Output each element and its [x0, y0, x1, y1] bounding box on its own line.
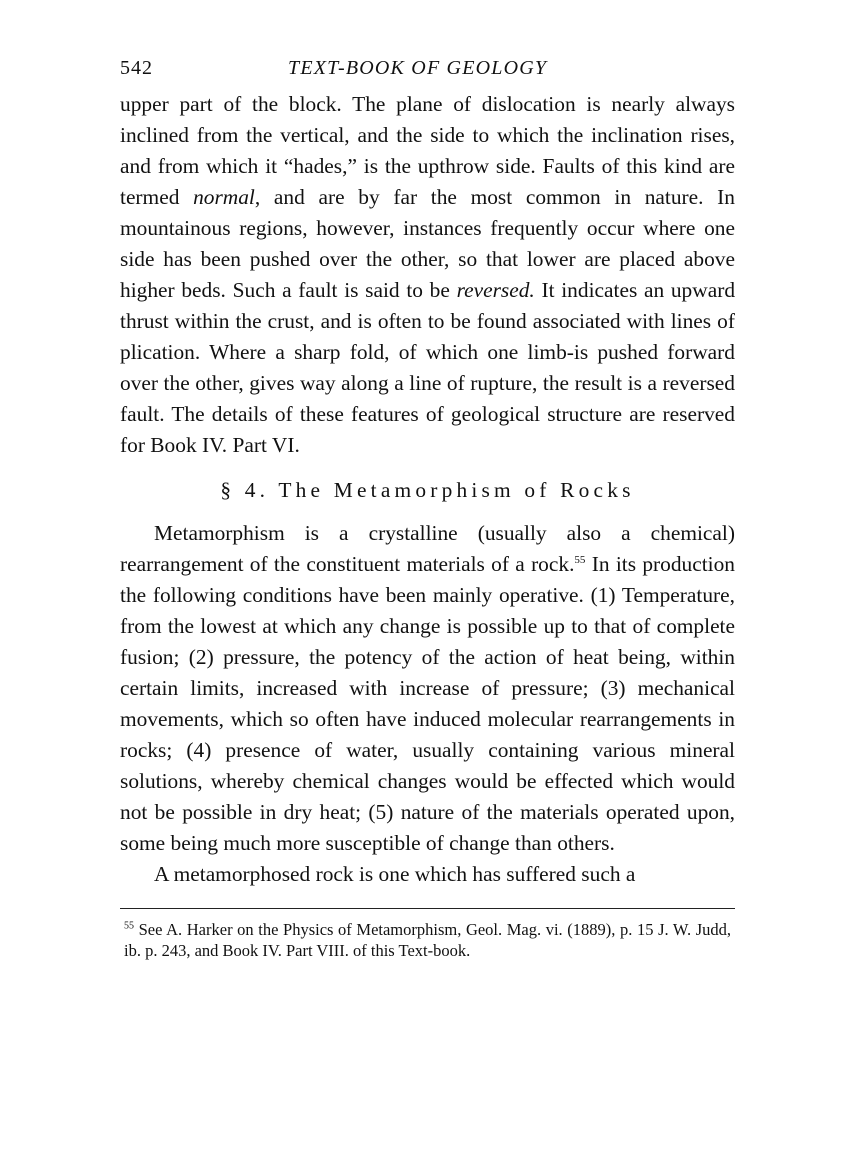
- paragraph-faults: [120, 89, 735, 461]
- term-reversed: reversed.: [456, 278, 535, 302]
- footnote-reference[interactable]: 55: [574, 553, 586, 566]
- term-normal: normal: [193, 185, 255, 209]
- book-page: [120, 55, 735, 961]
- paragraph-text: , and are by far the most common in nature. In mountainous regions, however, instances frequently occur where one side has been pushed over the other, so that lower are placed above higher beds. Such a fault is said to be: [120, 185, 735, 302]
- paragraph-text: upper part of the block. The plane of dislocation is nearly always inclined from the vertical, and the side to which the inclination rises, and from which it “hades,” is the upthrow side. Faults of this kind are termed: [120, 92, 735, 209]
- running-title: TEXT-BOOK OF GEOLOGY: [288, 57, 548, 79]
- page-number: 542: [120, 57, 153, 79]
- footnote-text: See A. Harker on the Physics of Metamorphism, Geol. Mag. vi. (1889), p. 15 J. W. Judd, ib. p. 243, and Book IV. Part VIII. of this Text-book.: [124, 920, 731, 960]
- body-text: [120, 89, 735, 890]
- paragraph-metamorphism: [120, 518, 735, 859]
- footnote-mark: 55: [124, 920, 134, 932]
- running-head: [120, 55, 735, 89]
- paragraph-text: Metamorphism is a crystalline (usually also a chemical) rearrangement of the constituent materials of a rock.: [120, 521, 735, 576]
- paragraph-text: It indicates an upward thrust within the crust, and is often to be found associated with lines of plication. Where a sharp fold, of which one limb-is pushed forward over the other, gives way along a line of rupture, the result is a reversed fault. The details of these features of geological structure are reserved for Book IV. Part VI.: [120, 278, 736, 457]
- section-heading: § 4. The Metamorphism of Rocks: [220, 478, 635, 502]
- paragraph-metamorphosed-rock: A metamorphosed rock is one which has suffered such a: [154, 862, 636, 886]
- paragraph-text: In its production the following conditions have been mainly operative. (1) Temperature, from the lowest at which any change is possible up to that of complete fusion; (2) pressure, the potency of the action of heat being, within certain limits, increased with increase of pressure; (3) mechanical movements, which so often have induced molecular rearrangements in rocks; (4) presence of water, usually containing various mineral solutions, whereby chemical changes would be effected which would not be possible in dry heat; (5) nature of the materials operated upon, some being much more susceptible of change than others.: [120, 552, 735, 855]
- footnote: [120, 919, 735, 961]
- footnote-divider: [120, 908, 735, 909]
